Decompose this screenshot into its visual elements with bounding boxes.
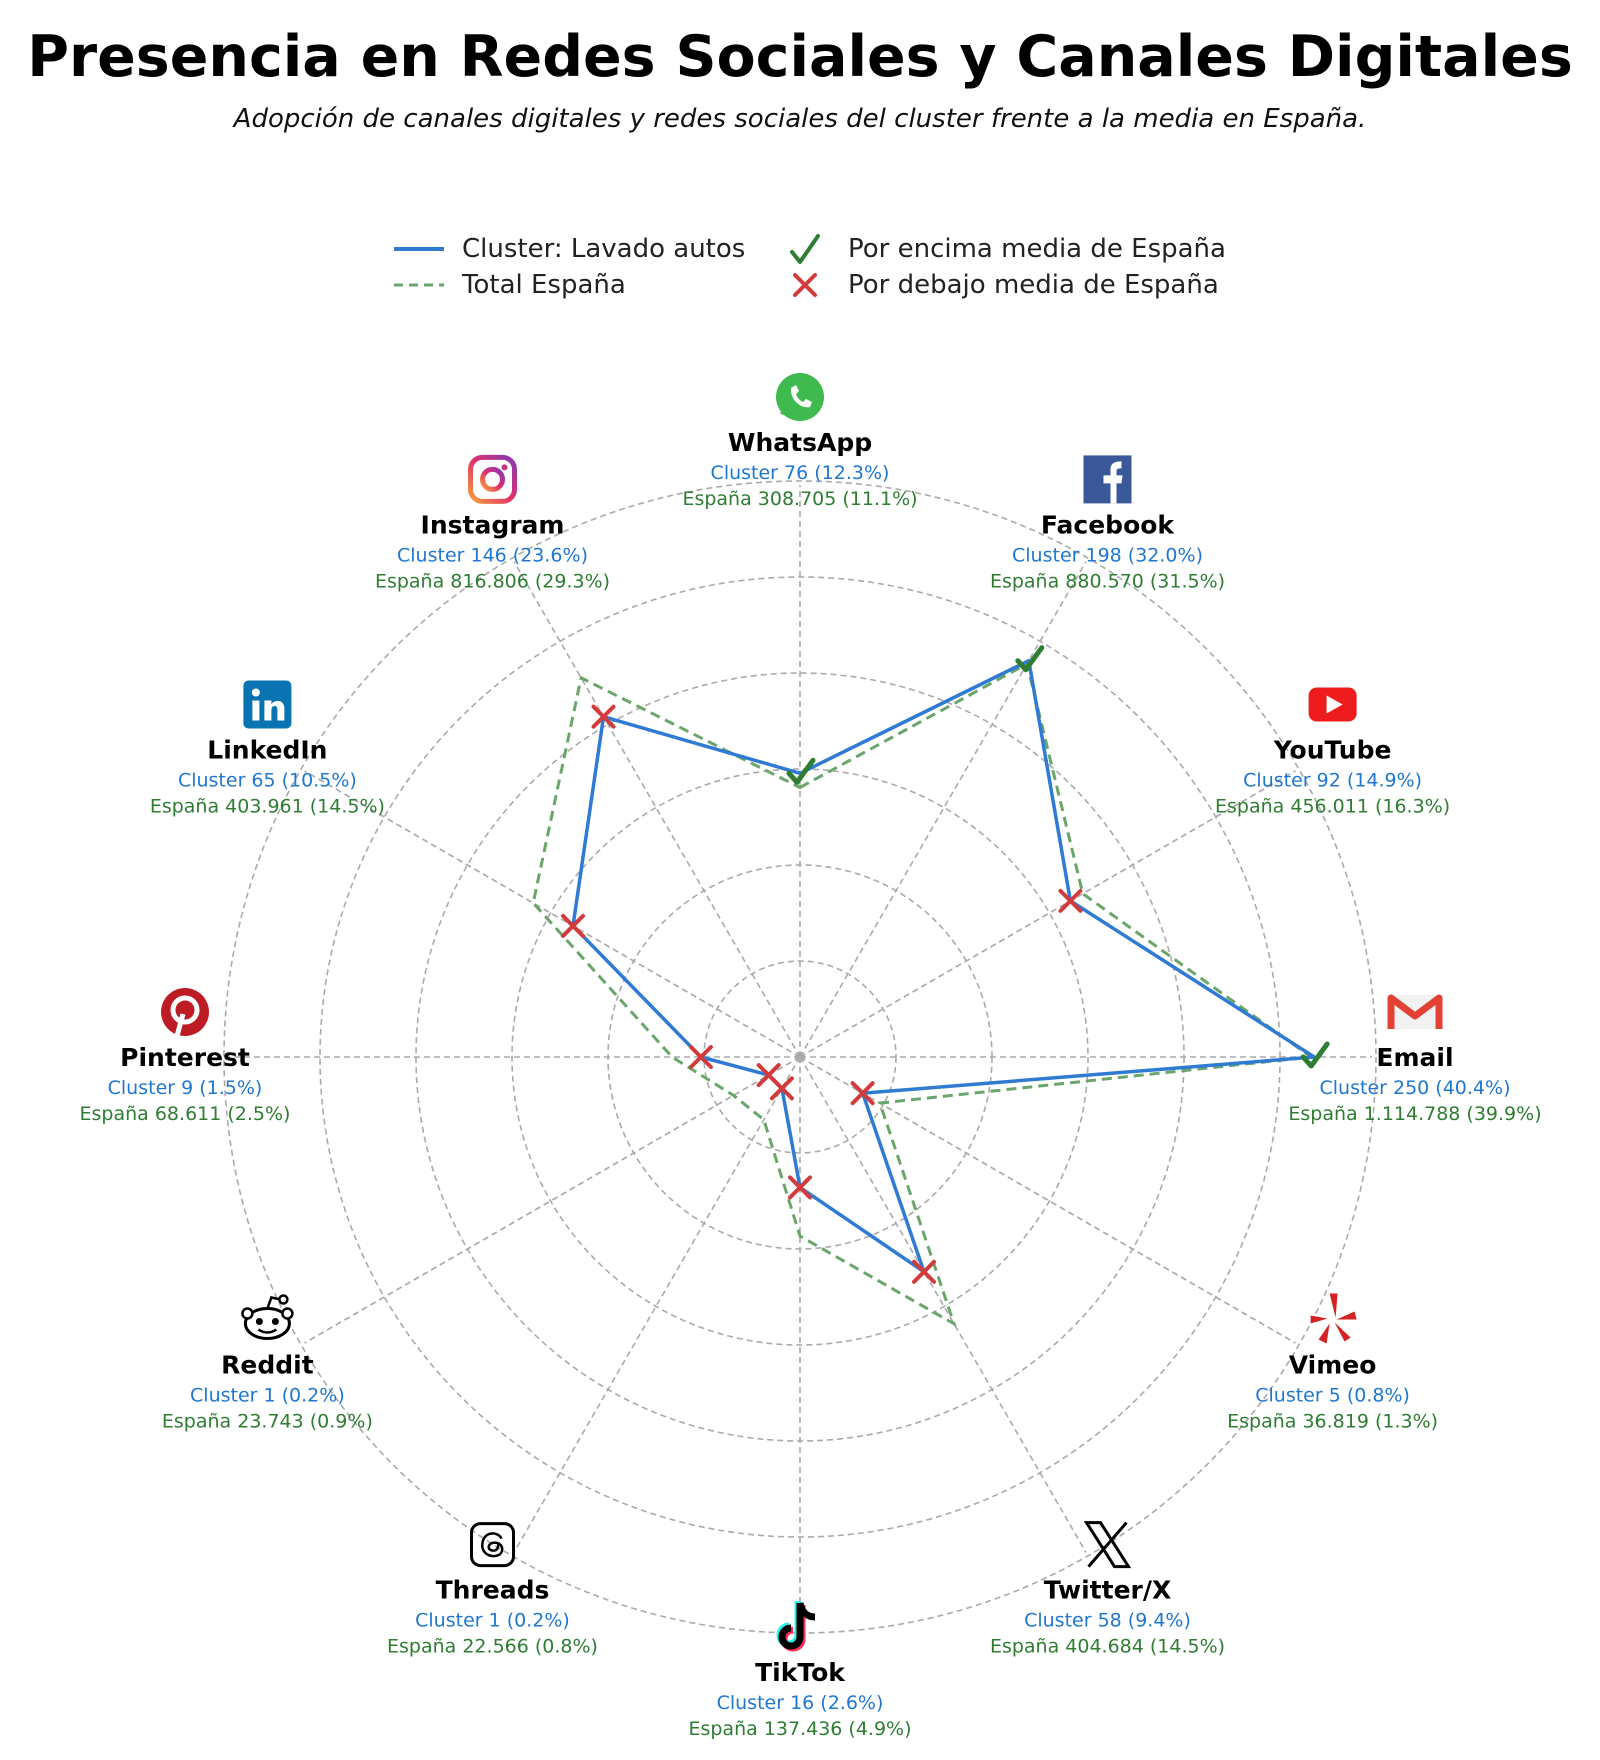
platform-name: Threads	[435, 1575, 550, 1605]
grid-spoke	[800, 562, 1086, 1057]
platform-name: Email	[1376, 1043, 1454, 1072]
axis-label-youtube	[1215, 688, 1450, 818]
spain-line	[533, 664, 1311, 1324]
below-marker	[914, 1262, 934, 1282]
axis-label-twitter-x	[990, 1523, 1225, 1658]
cluster-value-label: Cluster 250 (40.4%)	[1319, 1077, 1511, 1099]
spain-value-label: España 880.570 (31.5%)	[989, 570, 1226, 593]
platform-name: Pinterest	[120, 1043, 250, 1072]
spain-value-label: España 308.705 (11.1%)	[682, 488, 918, 510]
x-icon	[1087, 1523, 1129, 1567]
axis-label-instagram	[375, 457, 610, 592]
legend-spain-label: Total España	[462, 270, 626, 300]
axis-label-threads	[387, 1524, 598, 1658]
legend-above-label: Por encima media de España	[848, 234, 1226, 264]
whatsapp-icon	[776, 373, 824, 421]
spain-value-label: España 816.806 (29.3%)	[374, 570, 611, 593]
cluster-value-label: Cluster 76 (12.3%)	[710, 462, 890, 484]
spain-value-label: España 22.566 (0.8%)	[387, 1635, 598, 1658]
cluster-value-label: Cluster 65 (10.5%)	[177, 769, 357, 792]
axis-label-tiktok	[688, 1601, 911, 1740]
axis-label-facebook	[990, 455, 1225, 592]
instagram-icon	[471, 457, 515, 501]
grid-spoke	[305, 1057, 800, 1343]
radar-grid	[224, 481, 1376, 1633]
cluster-value-label: Cluster 1 (0.2%)	[190, 1384, 345, 1407]
linkedin-icon	[243, 681, 291, 729]
platform-name: Twitter/X	[1043, 1575, 1172, 1605]
status-markers	[563, 648, 1327, 1282]
cluster-series	[573, 661, 1314, 1272]
grid-spoke	[514, 562, 800, 1057]
facebook-icon	[1084, 455, 1132, 503]
platform-name: TikTok	[755, 1658, 845, 1687]
platform-name: Facebook	[1040, 510, 1175, 540]
platform-name: YouTube	[1273, 735, 1392, 765]
reddit-icon	[242, 1296, 292, 1339]
spain-value-label: España 137.436 (4.9%)	[688, 1718, 912, 1740]
platform-name: LinkedIn	[207, 735, 328, 765]
cluster-value-label: Cluster 146 (23.6%)	[397, 544, 588, 567]
spain-value-label: España 23.743 (0.9%)	[161, 1410, 373, 1433]
legend-cluster-label: Cluster: Lavado autos	[462, 234, 746, 264]
tiktok-icon	[780, 1601, 815, 1648]
axis-label-vimeo	[1227, 1294, 1438, 1433]
spain-value-label: España 456.011 (16.3%)	[1215, 795, 1451, 818]
cluster-value-label: Cluster 92 (14.9%)	[1243, 769, 1423, 792]
cluster-value-label: Cluster 9 (1.5%)	[107, 1077, 263, 1099]
spain-value-label: España 68.611 (2.5%)	[79, 1103, 291, 1125]
spain-series	[533, 664, 1311, 1324]
above-marker	[1018, 648, 1042, 670]
grid-spoke	[800, 1057, 1295, 1343]
spain-value-label: España 404.684 (14.5%)	[989, 1635, 1226, 1658]
platform-name: Vimeo	[1288, 1350, 1377, 1380]
yelp-icon	[1311, 1294, 1357, 1344]
spain-value-label: España 36.819 (1.3%)	[1227, 1410, 1439, 1433]
platform-name: Reddit	[221, 1350, 314, 1380]
axis-label-reddit	[162, 1296, 373, 1433]
axis-label-linkedin	[150, 681, 385, 818]
axis-label-email	[1288, 995, 1541, 1125]
cluster-value-label: Cluster 5 (0.8%)	[1255, 1384, 1410, 1407]
legend-below-label: Por debajo media de España	[848, 270, 1219, 300]
cluster-line	[573, 661, 1314, 1272]
grid-spoke	[514, 1057, 800, 1552]
platform-name: Instagram	[420, 510, 565, 540]
below-marker	[759, 1065, 779, 1085]
platform-name: WhatsApp	[727, 428, 873, 457]
gmail-icon	[1391, 995, 1439, 1029]
youtube-icon	[1309, 688, 1357, 722]
spain-value-label: España 403.961 (14.5%)	[149, 795, 385, 818]
threads-icon	[472, 1524, 514, 1566]
spain-value-label: España 1.114.788 (39.9%)	[1288, 1103, 1542, 1125]
cluster-value-label: Cluster 58 (9.4%)	[1024, 1609, 1191, 1632]
pinterest-icon	[161, 988, 209, 1036]
cluster-value-label: Cluster 1 (0.2%)	[415, 1609, 570, 1632]
cluster-value-label: Cluster 198 (32.0%)	[1012, 544, 1203, 567]
chart-title: Presencia en Redes Sociales y Canales Digitales	[27, 24, 1573, 90]
cluster-value-label: Cluster 16 (2.6%)	[716, 1692, 884, 1714]
axis-label-whatsapp	[682, 373, 917, 510]
chart-subtitle: Adopción de canales digitales y redes sociales del cluster frente a la media en España.	[233, 104, 1367, 134]
grid-spoke	[800, 1057, 1086, 1552]
